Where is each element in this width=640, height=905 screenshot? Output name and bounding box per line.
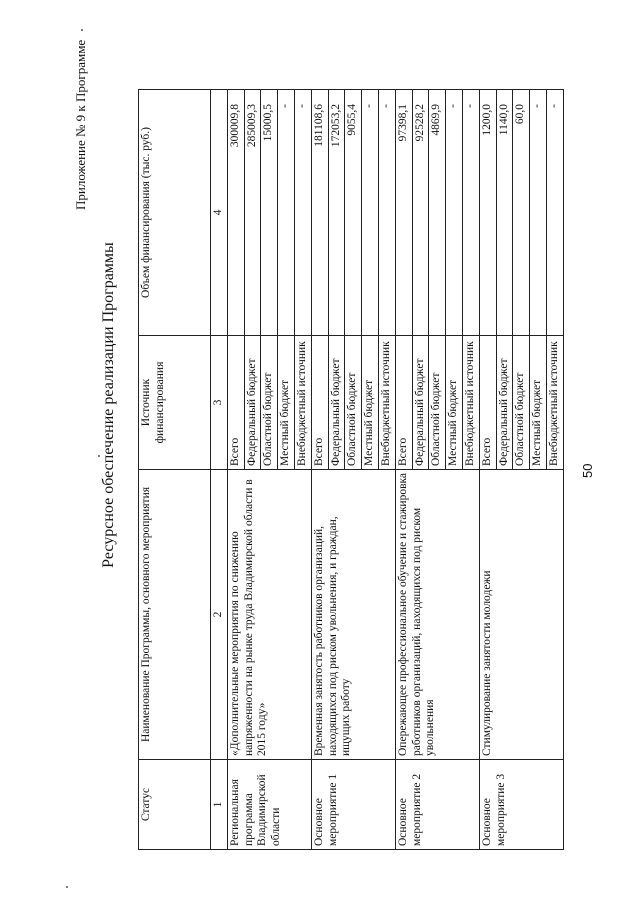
status-cell: Основное мероприятие 1 <box>311 760 395 850</box>
source-cell: Внебюджетный источник <box>378 336 395 470</box>
header-source: Источник финансирования <box>139 336 211 470</box>
amount-cell: 285009,3 <box>244 90 261 336</box>
col-number: 1 <box>211 760 228 850</box>
amount-cell: 172053,2 <box>328 90 345 336</box>
table-row <box>395 90 412 850</box>
source-cell: Областной бюджет <box>261 336 278 470</box>
source-cell: Местный бюджет <box>362 336 379 470</box>
name-cell: «Дополнительные мероприятия по снижению напряженности на рынке труда Владимирской области в 2015 году» <box>227 470 311 760</box>
scan-speck <box>98 455 100 457</box>
source-cell: Местный бюджет <box>530 336 547 470</box>
source-cell: Всего <box>479 336 496 470</box>
source-cell: Всего <box>227 336 244 470</box>
amount-cell: 15000,5 <box>261 90 278 336</box>
source-cell: Областной бюджет <box>513 336 530 470</box>
amount-cell: 181108,6 <box>311 90 328 336</box>
status-cell: Основное мероприятие 3 <box>479 760 563 850</box>
name-cell: Стимулирование занятости молодежи <box>479 470 563 760</box>
amount-cell: - <box>294 90 311 336</box>
name-cell: Опережающее профессиональное обучение и стажировка работников организаций, находящихся под риском увольнения <box>395 470 479 760</box>
amount-cell: 92528,2 <box>412 90 429 336</box>
header-status: Статус <box>139 760 211 850</box>
amount-cell: - <box>362 90 379 336</box>
status-cell: Региональная программа Владимирской области <box>227 760 311 850</box>
amount-cell: - <box>546 90 563 336</box>
status-cell: Основное мероприятие 2 <box>395 760 479 850</box>
source-cell: Внебюджетный источник <box>462 336 479 470</box>
amount-cell: - <box>378 90 395 336</box>
header-amount: Объем финансирования (тыс. руб.) <box>139 90 211 336</box>
source-cell: Всего <box>395 336 412 470</box>
source-cell: Областной бюджет <box>429 336 446 470</box>
amount-cell: - <box>530 90 547 336</box>
col-number: 4 <box>211 90 228 336</box>
amount-cell: 9055,4 <box>345 90 362 336</box>
source-cell: Федеральный бюджет <box>328 336 345 470</box>
source-cell: Всего <box>311 336 328 470</box>
source-cell: Внебюджетный источник <box>294 336 311 470</box>
scan-speck <box>81 29 83 31</box>
amount-cell: 60,0 <box>513 90 530 336</box>
scan-speck <box>66 886 68 888</box>
source-cell: Федеральный бюджет <box>496 336 513 470</box>
source-cell: Федеральный бюджет <box>244 336 261 470</box>
amount-cell: 300009,8 <box>227 90 244 336</box>
amount-cell: - <box>446 90 463 336</box>
name-cell: Временная занятость работников организаций, находящихся под риском увольнения, и граждан, ищущих работу <box>311 470 395 760</box>
source-cell: Областной бюджет <box>345 336 362 470</box>
col-number: 3 <box>211 336 228 470</box>
amount-cell: 97398,1 <box>395 90 412 336</box>
amount-cell: - <box>462 90 479 336</box>
source-cell: Внебюджетный источник <box>546 336 563 470</box>
source-cell: Местный бюджет <box>446 336 463 470</box>
amount-cell: 1140,0 <box>496 90 513 336</box>
resource-table <box>138 89 564 850</box>
source-cell: Федеральный бюджет <box>412 336 429 470</box>
col-number: 2 <box>211 470 228 760</box>
amount-cell: - <box>278 90 295 336</box>
page-number: 50 <box>580 463 595 478</box>
table-row <box>227 90 244 850</box>
amount-cell: 1200,0 <box>479 90 496 336</box>
table-row <box>479 90 496 850</box>
table-row <box>311 90 328 850</box>
header-name: Наименование Программы, основного мероприятия <box>139 470 211 760</box>
appendix-note: Приложение № 9 к Программе <box>73 39 88 210</box>
source-cell: Местный бюджет <box>278 336 295 470</box>
page-title: Ресурсное обеспечение реализации Программы <box>100 242 117 568</box>
amount-cell: 4869,9 <box>429 90 446 336</box>
